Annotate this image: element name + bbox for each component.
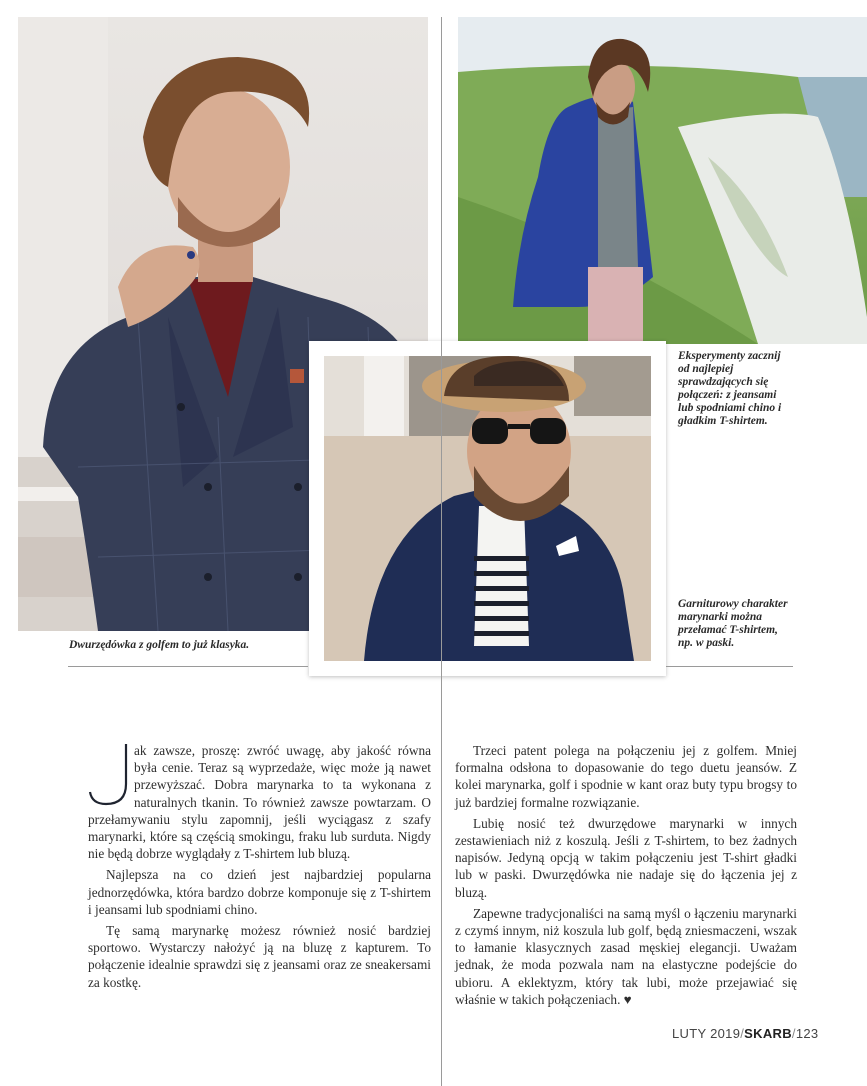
folio-separator-2: / (791, 1026, 796, 1041)
folio-month: LUTY 2019 (672, 1026, 741, 1041)
article-column-1 (88, 742, 431, 995)
article-paragraph: Trzeci patent polega na połączeniu jej z golfem. Mniej formalna odsłona to dopasowanie do tego duetu jeansów. Z kolei marynarka, golf i spodnie w kant oraz buty typu brogsy to już bardziej formalne rozwiązanie. (455, 743, 797, 810)
caption-experiments: Eksperymenty zacznij od najlepiej sprawdzających się połączeń: z jeansami lub spodniami chino i gładkim T-shirtem. (678, 350, 782, 427)
folio-page-number: 123 (795, 1026, 819, 1041)
article-paragraph: ak zawsze, proszę: zwróć uwagę, aby jakość równa była cenie. Teraz są wyprzedaże, więc może ją nawet przewyższać. Dobra marynarka to ta wykonana z naturalnych tkanin. To również zawsze powtarzam. O przełamywaniu stylu zapomnij, jeśli wyciągasz z szafy marynarki, które są częścią smokingu, fraku lub surduta. Nigdy nie będą dobrze wyglądały z T-shirtem lub bluzą. (88, 743, 431, 862)
folio-magazine: SKARB (744, 1026, 792, 1041)
article-paragraph: Zapewne tradycjonaliści na samą myśl o łączeniu marynarki z czymś innym, niż koszula lub golf, będą zniesmaczeni, wszak to łamanie klasycznych zasad męskiej elegancji. Uważam jednak, że moda pozwala nam na elastyczne podejście do ubioru. A eklektyzm, który tak lubi, może przejawiać się właśnie w takich połączeniach. ♥ (455, 905, 797, 1007)
article-paragraph: Najlepsza na co dzień jest najbardziej popularna jednorzędówka, która bardzo dobrze komponuje się z T-shirtem i jeansami lub spodniami chino. (88, 867, 431, 917)
caption-double-breasted: Dwurzędówka z golfem to już klasyka. (69, 639, 250, 651)
caption-striped-tee: Garniturowy charakter marynarki można przełamać T-shirtem, np. w paski. (678, 598, 788, 649)
photo-cliff-blue-blazer (458, 17, 867, 344)
article-paragraph: Tę samą marynarkę możesz również nosić bardziej sportowo. Wystarczy nałożyć ją na bluzę z kapturem. To połączenie idealnie sprawdzi się z jeansami oraz ze sneakersami za kostkę. (88, 923, 431, 990)
page-folio (672, 1026, 818, 1041)
column-divider (441, 17, 442, 1086)
dropcap (88, 742, 134, 806)
folio-separator: / (740, 1026, 745, 1041)
caption-rule-right (666, 666, 793, 667)
article-paragraph: Lubię nosić też dwurzędowe marynarki w innych zestawieniach niż z koszulą. Jeśli z T-shirtem, to bez żadnych napisów. Jedyną opcją w takim połączeniu jest T-shirt gładki lub w paski. Dwurzędówka nie nadaje się do łączenia jej z bluzą. (455, 815, 797, 900)
caption-rule-left (68, 666, 308, 667)
photo-striped-tee-hat (324, 356, 651, 661)
article-column-2 (455, 742, 797, 1012)
photo-frame-striped-tee (309, 341, 666, 676)
